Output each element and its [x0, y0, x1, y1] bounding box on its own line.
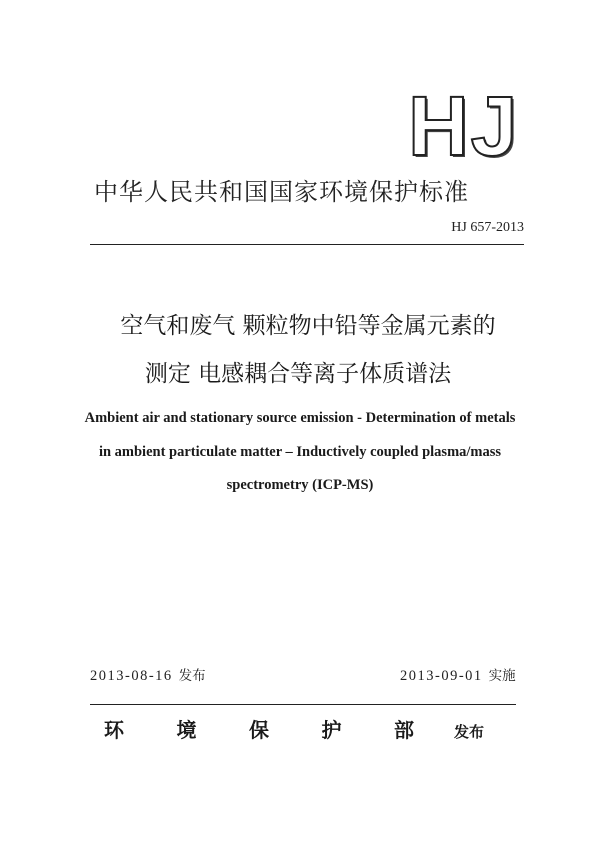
issue-date: 2013-08-16	[90, 668, 173, 684]
implement-date: 2013-09-01	[400, 668, 483, 684]
header-divider	[90, 244, 524, 245]
issuer-name	[104, 714, 414, 743]
issuer-char: 部	[393, 718, 414, 742]
hj-logo: HJ	[408, 79, 520, 173]
standard-code: HJ 657-2013	[451, 220, 524, 235]
issuer	[104, 714, 484, 743]
standard-name: 中华人民共和国国家环境保护标准	[94, 178, 469, 206]
implement-date-block	[400, 664, 516, 685]
issuer-char: 保	[248, 718, 269, 742]
footer-divider	[90, 704, 516, 705]
issue-date-block	[90, 664, 206, 685]
title-zh-line-1: 空气和废气 颗粒物中铅等金属元素的	[120, 313, 496, 339]
title-en-line-1: Ambient air and stationary source emission - Determination of metals	[84, 410, 516, 426]
title-en-line-3: spectrometry (ICP-MS)	[226, 477, 374, 493]
issuer-release-label: 发布	[453, 723, 484, 741]
implement-label: 实施	[488, 668, 516, 684]
issuer-char: 环	[104, 718, 124, 742]
issue-label: 发布	[178, 668, 206, 684]
title-en-line-2: in ambient particulate matter – Inductively coupled plasma/mass	[98, 444, 502, 460]
issuer-char: 境	[176, 718, 197, 742]
issuer-char: 护	[321, 718, 342, 742]
title-zh-line-2: 测定 电感耦合等离子体质谱法	[144, 361, 452, 387]
